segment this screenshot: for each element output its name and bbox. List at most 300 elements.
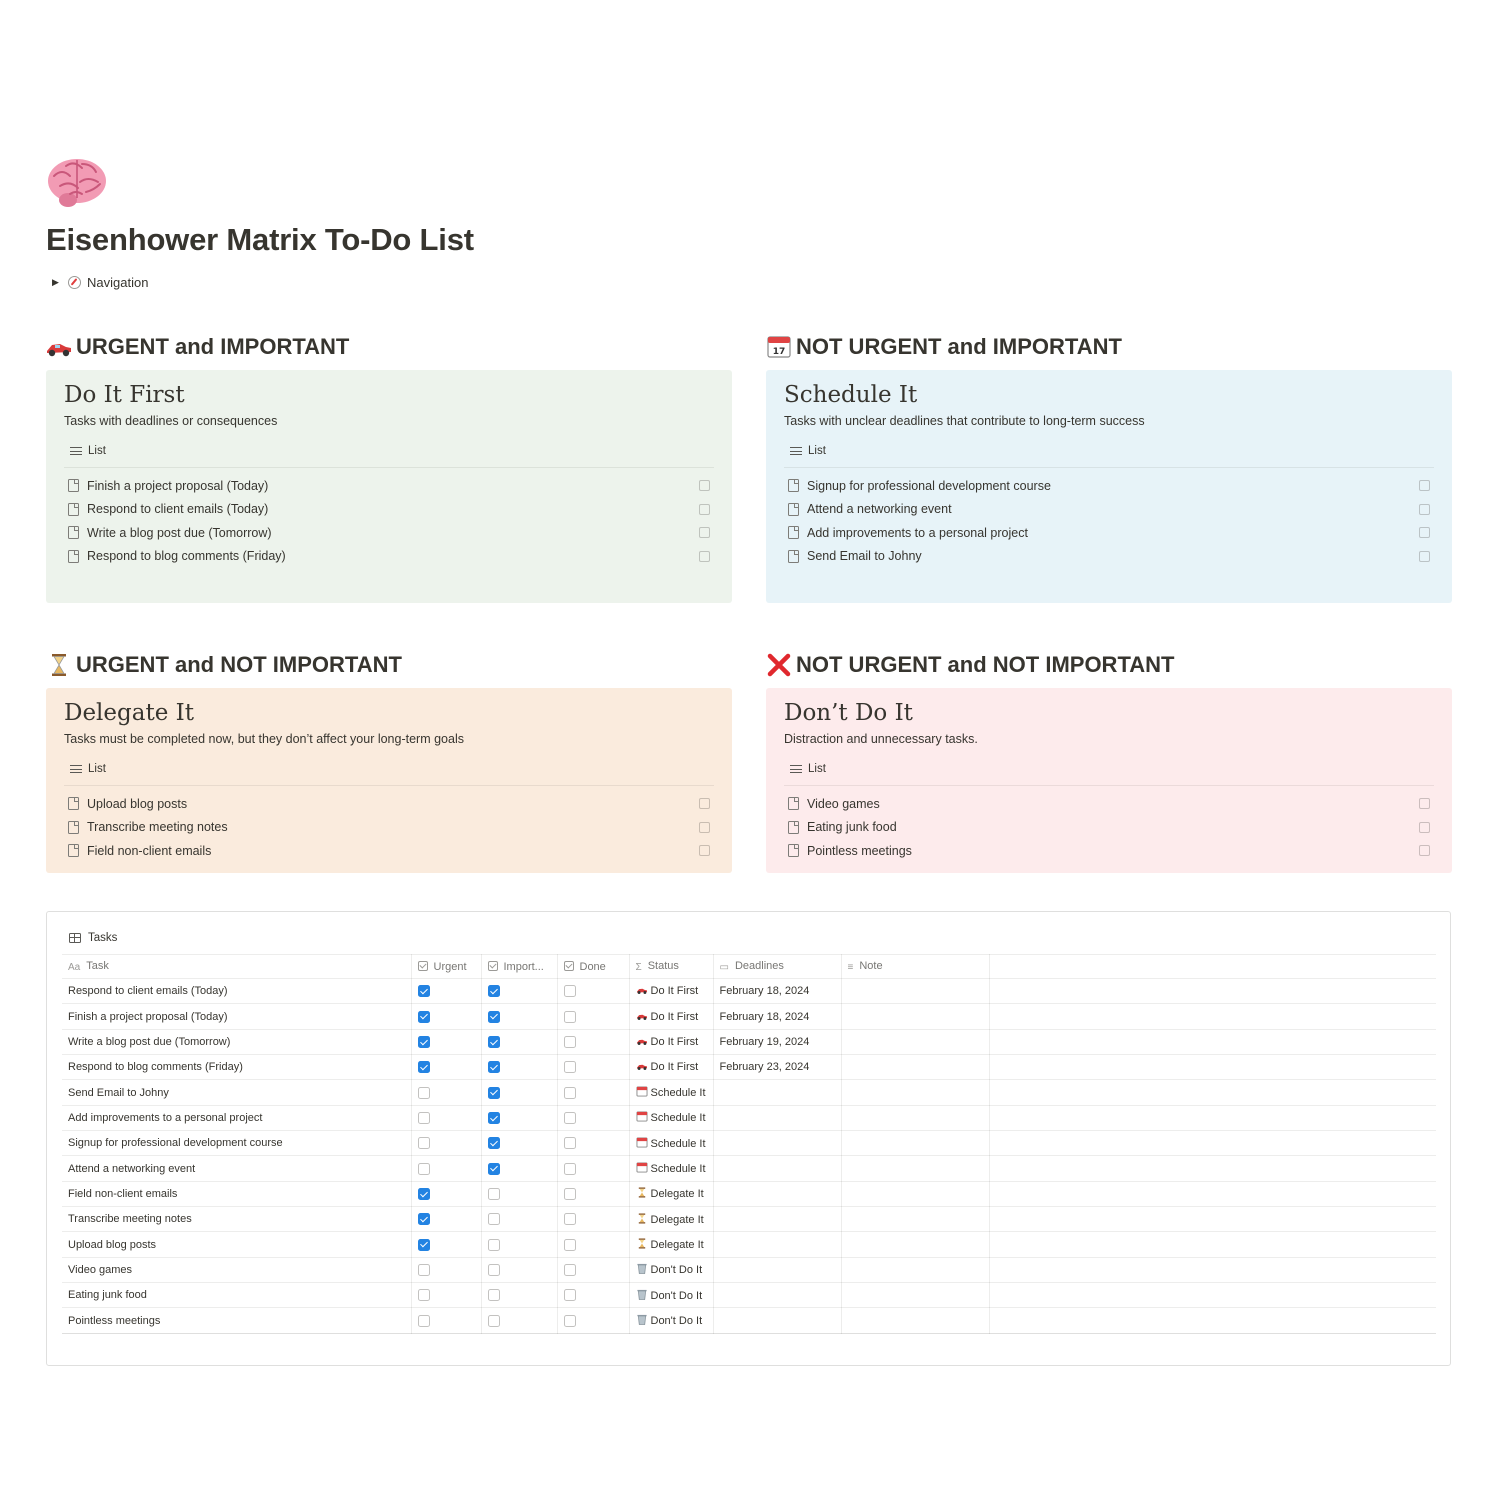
done-cell[interactable] [557,1156,629,1181]
urgent-cell[interactable] [411,1181,481,1206]
table-row[interactable] [62,1308,1436,1333]
navigation-label: Navigation [87,275,149,290]
tasks-view-label: Tasks [88,932,118,944]
card-description: Distraction and unnecessary tasks. [784,732,978,746]
list-item[interactable] [784,521,1434,545]
task-list [64,474,714,568]
page-icon [788,821,799,834]
urgent-cell[interactable] [411,979,481,1004]
page-icon [68,821,79,834]
urgent-checkbox[interactable] [418,1163,430,1175]
list-icon [70,764,82,774]
urgent-checkbox[interactable] [418,1289,430,1301]
deadline-cell[interactable] [713,1080,841,1105]
item-checkbox[interactable] [1419,798,1430,809]
task-name: Eating junk food [68,1289,147,1302]
status-cell [629,1257,713,1282]
divider [64,785,714,786]
quadrant-heading-not-urgent-important [766,334,1122,360]
done-checkbox[interactable] [564,1061,576,1073]
task-cell[interactable] [62,1308,411,1333]
done-checkbox[interactable] [564,1213,576,1225]
column-header-label: Import... [503,960,544,973]
task-cell[interactable] [62,1181,411,1206]
note-cell[interactable] [841,1156,989,1181]
deadline-cell[interactable] [713,1308,841,1333]
quadrant-card-do-it-first [46,370,732,603]
page-icon [68,550,79,563]
urgent-cell[interactable] [411,1080,481,1105]
task-list [64,792,714,863]
urgent-cell[interactable] [411,1105,481,1130]
race-car-icon [46,335,72,359]
urgent-cell[interactable] [411,1232,481,1257]
note-cell[interactable] [841,979,989,1004]
table-header-row [62,955,1436,979]
important-cell[interactable] [481,1207,557,1232]
column-header-task[interactable] [62,955,411,979]
status-cell [629,1055,713,1080]
empty-cell [989,1080,1436,1105]
done-cell[interactable] [557,1257,629,1282]
calendar-type-icon: ▭ [719,962,729,973]
task-cell[interactable] [62,1257,411,1282]
important-checkbox[interactable] [488,1011,500,1023]
done-checkbox[interactable] [564,1239,576,1251]
item-checkbox[interactable] [699,845,710,856]
note-cell[interactable] [841,1055,989,1080]
task-cell[interactable] [62,979,411,1004]
quadrant-heading-text: URGENT and IMPORTANT [76,334,350,359]
list-view-tab[interactable] [64,760,714,778]
deadline-cell[interactable] [713,1181,841,1206]
status-value: Delegate It [650,1188,704,1201]
quadrant-heading-text: NOT URGENT and NOT IMPORTANT [796,652,1175,677]
wastebasket-icon [636,1263,648,1273]
table-row[interactable] [62,1283,1436,1308]
list-view-label: List [808,445,826,457]
done-checkbox[interactable] [564,1112,576,1124]
urgent-cell[interactable] [411,1156,481,1181]
task-name: Respond to blog comments (Friday) [68,1061,243,1074]
deadline-cell[interactable] [713,1283,841,1308]
task-name: Write a blog post due (Tomorrow) [68,1035,231,1048]
list-icon [70,446,82,456]
task-cell[interactable] [62,1055,411,1080]
column-header-label: Status [647,960,679,972]
card-title: Don’t Do It [784,700,913,726]
task-cell[interactable] [62,1283,411,1308]
list-item-label: Transcribe meeting notes [87,820,228,835]
list-view-label: List [88,763,106,775]
list-item-label: Signup for professional development course [807,478,1051,493]
card-title: Schedule It [784,382,918,408]
important-cell[interactable] [481,1029,557,1054]
empty-cell [989,1004,1436,1029]
done-cell[interactable] [557,1207,629,1232]
urgent-checkbox[interactable] [418,1061,430,1073]
item-checkbox[interactable] [1419,822,1430,833]
status-value: Delegate It [650,1239,704,1252]
list-item[interactable] [64,545,714,569]
task-cell[interactable] [62,1080,411,1105]
list-item[interactable] [64,521,714,545]
table-row[interactable] [62,1105,1436,1130]
note-cell[interactable] [841,1181,989,1206]
page-icon [788,797,799,810]
important-cell[interactable] [481,1004,557,1029]
important-checkbox[interactable] [488,1163,500,1175]
table-row[interactable] [62,1232,1436,1257]
brain-icon[interactable] [46,154,108,210]
done-checkbox[interactable] [564,1137,576,1149]
race-car-icon [636,1036,648,1046]
text-type-icon: Aa [68,962,81,973]
list-item-label: Respond to client emails (Today) [87,502,269,517]
urgent-cell[interactable] [411,1004,481,1029]
list-item[interactable] [784,545,1434,569]
urgent-checkbox[interactable] [418,1137,430,1149]
deadline-cell[interactable] [713,1232,841,1257]
item-checkbox[interactable] [1419,504,1430,515]
important-checkbox[interactable] [488,1137,500,1149]
status-cell [629,1283,713,1308]
text-lines-icon: ≡ [847,962,854,973]
urgent-checkbox[interactable] [418,1036,430,1048]
list-item-label: Attend a networking event [807,502,952,517]
quadrant-heading-urgent-not-important [46,652,402,678]
page-icon [788,844,799,857]
tasks-table [62,954,1436,1334]
list-item-label: Field non-client emails [87,843,212,858]
table-row[interactable] [62,1004,1436,1029]
column-header-label: Deadlines [734,960,784,972]
page-icon [788,479,799,492]
status-value: Schedule It [650,1112,706,1125]
important-checkbox[interactable] [488,1188,500,1200]
list-item-label: Add improvements to a personal project [807,525,1028,540]
deadline-value: February 23, 2024 [719,1061,810,1074]
urgent-checkbox[interactable] [418,1213,430,1225]
list-item[interactable] [784,792,1434,816]
task-cell[interactable] [62,1029,411,1054]
list-icon [790,446,802,456]
deadline-value: February 19, 2024 [719,1035,810,1048]
list-item[interactable] [64,839,714,863]
urgent-checkbox[interactable] [418,985,430,997]
done-checkbox[interactable] [564,1011,576,1023]
status-value: Schedule It [650,1163,706,1176]
task-cell[interactable] [62,1232,411,1257]
list-item[interactable] [784,498,1434,522]
deadline-cell[interactable] [713,1004,841,1029]
important-checkbox[interactable] [488,1289,500,1301]
table-row[interactable] [62,1207,1436,1232]
task-list [784,474,1434,568]
table-row[interactable] [62,1181,1436,1206]
done-cell[interactable] [557,979,629,1004]
checkbox-type-icon [488,961,498,971]
table-row[interactable] [62,979,1436,1004]
deadline-cell[interactable] [713,1257,841,1282]
important-cell[interactable] [481,1257,557,1282]
deadline-cell[interactable] [713,1105,841,1130]
table-row[interactable] [62,1055,1436,1080]
item-checkbox[interactable] [699,822,710,833]
important-cell[interactable] [481,1181,557,1206]
empty-cell [989,1232,1436,1257]
important-cell[interactable] [481,979,557,1004]
deadline-cell[interactable] [713,1055,841,1080]
list-item[interactable] [784,816,1434,840]
table-row[interactable] [62,1156,1436,1181]
checkbox-type-icon [418,961,428,971]
card-description: Tasks with deadlines or consequences [64,414,278,428]
note-cell[interactable] [841,1105,989,1130]
status-value: Don't Do It [650,1289,703,1302]
done-cell[interactable] [557,1004,629,1029]
list-view-tab[interactable] [784,442,1434,460]
done-checkbox[interactable] [564,1087,576,1099]
item-checkbox[interactable] [699,798,710,809]
important-checkbox[interactable] [488,1112,500,1124]
deadline-value: February 18, 2024 [719,1010,810,1023]
status-value: Do It First [650,1061,699,1074]
item-checkbox[interactable] [1419,480,1430,491]
page-icon [68,479,79,492]
table-row[interactable] [62,1131,1436,1156]
note-cell[interactable] [841,1131,989,1156]
red-x-icon [766,653,792,677]
wastebasket-icon [636,1314,648,1324]
race-car-icon [636,1061,648,1071]
hourglass-icon [636,1238,648,1248]
deadline-cell[interactable] [713,1207,841,1232]
deadline-cell[interactable] [713,1131,841,1156]
done-checkbox[interactable] [564,985,576,997]
task-name: Pointless meetings [68,1314,161,1327]
important-checkbox[interactable] [488,1264,500,1276]
list-icon [790,764,802,774]
status-value: Do It First [650,1035,699,1048]
note-cell[interactable] [841,1080,989,1105]
important-cell[interactable] [481,1308,557,1333]
status-value: Don't Do It [650,1315,703,1328]
task-cell[interactable] [62,1207,411,1232]
done-cell[interactable] [557,1105,629,1130]
task-name: Upload blog posts [68,1238,157,1251]
item-checkbox[interactable] [1419,527,1430,538]
urgent-checkbox[interactable] [418,1011,430,1023]
column-header-status[interactable] [629,955,713,979]
status-cell [629,1004,713,1029]
list-view-label: List [88,445,106,457]
done-cell[interactable] [557,1232,629,1257]
status-cell [629,1029,713,1054]
urgent-cell[interactable] [411,1131,481,1156]
deadline-cell[interactable] [713,979,841,1004]
done-checkbox[interactable] [564,1315,576,1327]
urgent-checkbox[interactable] [418,1264,430,1276]
urgent-cell[interactable] [411,1308,481,1333]
urgent-checkbox[interactable] [418,1315,430,1327]
page-icon [68,844,79,857]
important-checkbox[interactable] [488,1213,500,1225]
wastebasket-icon [636,1289,648,1299]
list-item[interactable] [64,792,714,816]
item-checkbox[interactable] [1419,551,1430,562]
empty-cell [989,979,1436,1004]
important-checkbox[interactable] [488,1315,500,1327]
item-checkbox[interactable] [699,480,710,491]
done-checkbox[interactable] [564,1036,576,1048]
important-cell[interactable] [481,1283,557,1308]
table-body [62,979,1436,1334]
list-item[interactable] [784,474,1434,498]
navigation-toggle[interactable] [52,275,148,290]
hourglass-icon [636,1213,648,1223]
empty-cell [989,1055,1436,1080]
urgent-checkbox[interactable] [418,1112,430,1124]
urgent-checkbox[interactable] [418,1188,430,1200]
important-checkbox[interactable] [488,985,500,997]
urgent-cell[interactable] [411,1257,481,1282]
list-item-label: Send Email to Johny [807,549,922,564]
done-checkbox[interactable] [564,1264,576,1276]
task-cell[interactable] [62,1156,411,1181]
done-cell[interactable] [557,1181,629,1206]
important-checkbox[interactable] [488,1061,500,1073]
important-cell[interactable] [481,1080,557,1105]
table-row[interactable] [62,1257,1436,1282]
column-header-note[interactable] [841,955,989,979]
done-cell[interactable] [557,1080,629,1105]
calendar-icon [636,1137,648,1147]
note-cell[interactable] [841,1232,989,1257]
table-row[interactable] [62,1029,1436,1054]
deadline-cell[interactable] [713,1156,841,1181]
item-checkbox[interactable] [699,504,710,515]
task-name: Finish a project proposal (Today) [68,1010,228,1023]
urgent-cell[interactable] [411,1055,481,1080]
status-value: Don't Do It [650,1264,703,1277]
item-checkbox[interactable] [699,551,710,562]
note-cell[interactable] [841,1308,989,1333]
done-checkbox[interactable] [564,1188,576,1200]
urgent-cell[interactable] [411,1207,481,1232]
tasks-view-tab[interactable] [69,932,117,944]
task-cell[interactable] [62,1131,411,1156]
list-item[interactable] [64,498,714,522]
important-checkbox[interactable] [488,1239,500,1251]
divider [784,467,1434,468]
column-header-label: Note [859,960,883,972]
card-title: Delegate It [64,700,194,726]
list-view-tab[interactable] [784,760,1434,778]
race-car-icon [636,1011,648,1021]
done-cell[interactable] [557,1029,629,1054]
task-name: Video games [68,1263,133,1276]
status-cell [629,1131,713,1156]
empty-cell [989,1029,1436,1054]
urgent-cell[interactable] [411,1283,481,1308]
column-header-deadlines[interactable] [713,955,841,979]
task-cell[interactable] [62,1004,411,1029]
card-description: Tasks with unclear deadlines that contribute to long-term success [784,414,1145,428]
note-cell[interactable] [841,1029,989,1054]
column-header-done[interactable] [557,955,629,979]
list-item[interactable] [784,839,1434,863]
urgent-checkbox[interactable] [418,1087,430,1099]
race-car-icon [636,985,648,995]
task-list [784,792,1434,863]
svg-text:17: 17 [772,347,786,357]
deadline-value: February 18, 2024 [719,985,810,998]
page-title: Eisenhower Matrix To-Do List [46,222,474,257]
list-item-label: Pointless meetings [807,843,912,858]
status-cell [629,1156,713,1181]
column-header-label: Task [86,960,109,972]
table-row[interactable] [62,1080,1436,1105]
important-cell[interactable] [481,1105,557,1130]
quadrant-heading-text: NOT URGENT and IMPORTANT [796,334,1122,359]
note-cell[interactable] [841,1207,989,1232]
task-name: Transcribe meeting notes [68,1213,192,1226]
urgent-cell[interactable] [411,1029,481,1054]
important-cell[interactable] [481,1131,557,1156]
divider [784,785,1434,786]
task-name: Send Email to Johny [68,1086,169,1099]
list-item[interactable] [64,816,714,840]
column-header-important[interactable] [481,955,557,979]
done-cell[interactable] [557,1283,629,1308]
done-cell[interactable] [557,1131,629,1156]
toggle-triangle-icon[interactable]: ▶ [52,277,59,287]
item-checkbox[interactable] [699,527,710,538]
done-cell[interactable] [557,1308,629,1333]
important-cell[interactable] [481,1156,557,1181]
note-cell[interactable] [841,1257,989,1282]
list-item[interactable] [64,474,714,498]
note-cell[interactable] [841,1004,989,1029]
task-cell[interactable] [62,1105,411,1130]
empty-cell [989,1156,1436,1181]
urgent-checkbox[interactable] [418,1239,430,1251]
table-icon [69,933,81,943]
list-view-tab[interactable] [64,442,714,460]
note-cell[interactable] [841,1283,989,1308]
important-checkbox[interactable] [488,1036,500,1048]
done-checkbox[interactable] [564,1163,576,1175]
status-cell [629,1308,713,1333]
divider [64,467,714,468]
list-item-label: Write a blog post due (Tomorrow) [87,525,272,540]
status-value: Schedule It [650,1087,706,1100]
done-checkbox[interactable] [564,1289,576,1301]
important-checkbox[interactable] [488,1087,500,1099]
calendar-icon [636,1111,648,1121]
list-item-label: Respond to blog comments (Friday) [87,549,286,564]
column-header-label: Urgent [433,960,467,973]
deadline-cell[interactable] [713,1029,841,1054]
important-cell[interactable] [481,1232,557,1257]
task-name: Respond to client emails (Today) [68,985,228,998]
item-checkbox[interactable] [1419,845,1430,856]
important-cell[interactable] [481,1055,557,1080]
column-header-urgent[interactable] [411,955,481,979]
done-cell[interactable] [557,1055,629,1080]
status-value: Do It First [650,1010,699,1023]
